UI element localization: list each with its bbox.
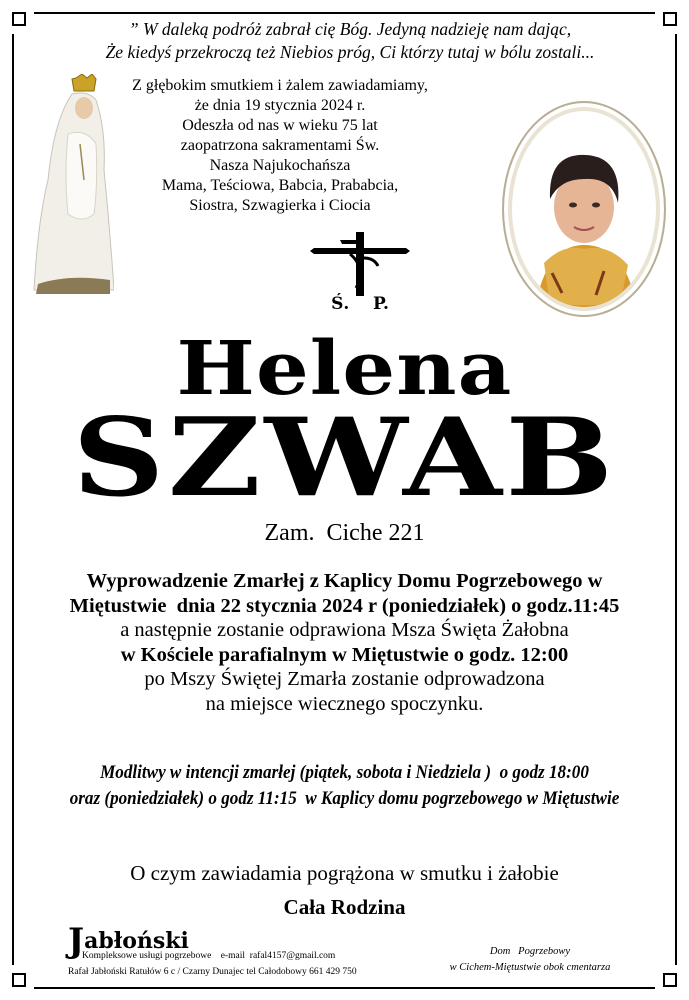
funeral-line: na miejsce wiecznego spoczynku. — [205, 692, 484, 715]
intro-line: zaopatrzona sakramentami Św. — [180, 137, 380, 154]
portrait-photo — [504, 103, 664, 315]
family-signature: Cała Rodzina — [283, 895, 406, 919]
company-email: e-mail rafal4157@gmail.com — [220, 951, 336, 961]
company-info — [68, 921, 408, 979]
company-address: Rafał Jabłoński Ratułów 6 c / Czarny Dunajec tel Całodobowy 661 429 750 — [68, 967, 357, 977]
intro-line: Siostra, Szwagierka i Ciocia — [189, 197, 371, 214]
first-name: Helena — [176, 326, 513, 412]
intro-line: Odeszła od nas w wieku 75 lat — [182, 117, 378, 134]
logo-initial: J — [68, 921, 85, 961]
prayer-line: oraz (poniedziałek) o godz 11:15 w Kaplicy domu pogrzebowego w Miętustwie — [69, 788, 620, 809]
quote-line-2: Że kiedyś przekroczą też Niebios próg, Ci którzy tutaj w bólu zostali... — [105, 42, 595, 62]
funeral-line: Miętustwie dnia 22 stycznia 2024 r (poniedziałek) o godz.11:45 — [69, 594, 620, 617]
funeral-line: po Mszy Świętej Zmarła zostanie odprowadzona — [144, 668, 545, 690]
intro-line: Z głębokim smutkiem i żalem zawiadamiamy, — [132, 77, 428, 94]
prayer-schedule — [52, 760, 636, 812]
intro-line: Nasza Najukochańsza — [209, 157, 351, 174]
intro-announcement — [115, 76, 445, 216]
residence-address: Zam. Ciche 221 — [264, 520, 425, 546]
logo-name: abłoński — [84, 928, 189, 954]
funeral-line: w Kościele parafialnym w Miętustwie o godz. 12:00 — [120, 643, 569, 666]
last-name: SZWAB — [72, 395, 617, 521]
company-services: Kompleksowe usługi pogrzebowe — [82, 951, 212, 961]
funeral-home-line-1: Dom Pogrzebowy — [489, 946, 571, 957]
opening-quote — [30, 18, 670, 64]
madonna-statue-image — [28, 74, 114, 296]
quote-line-1: ” W daleką podróż zabrał cię Bóg. Jedyną nadzieję nam dając, — [128, 19, 572, 39]
portrait-frame — [502, 101, 666, 317]
intro-line: że dnia 19 stycznia 2024 r. — [194, 97, 366, 114]
sp-label: Ś. P. — [331, 294, 389, 314]
funeral-details — [20, 569, 669, 716]
funeral-home-line-2: w Cichem-Miętustwie obok cmentarza — [449, 962, 611, 973]
cross-icon — [310, 228, 410, 298]
funeral-line: a następnie zostanie odprawiona Msza Święta Żałobna — [120, 619, 569, 641]
company-services-line — [82, 950, 408, 963]
closing-line: O czym zawiadamia pogrążona w smutku i żałobie — [130, 861, 559, 885]
prayer-line: Modlitwy w intencji zmarłej (piątek, sobota i Niedziela ) o godz 18:00 — [100, 762, 589, 783]
funeral-line: Wyprowadzenie Zmarłej z Kaplicy Domu Pogrzebowego w — [86, 570, 603, 592]
intro-line: Mama, Teściowa, Babcia, Prababcia, — [161, 177, 399, 194]
funeral-home-info — [420, 944, 640, 976]
closing-note — [0, 856, 689, 924]
